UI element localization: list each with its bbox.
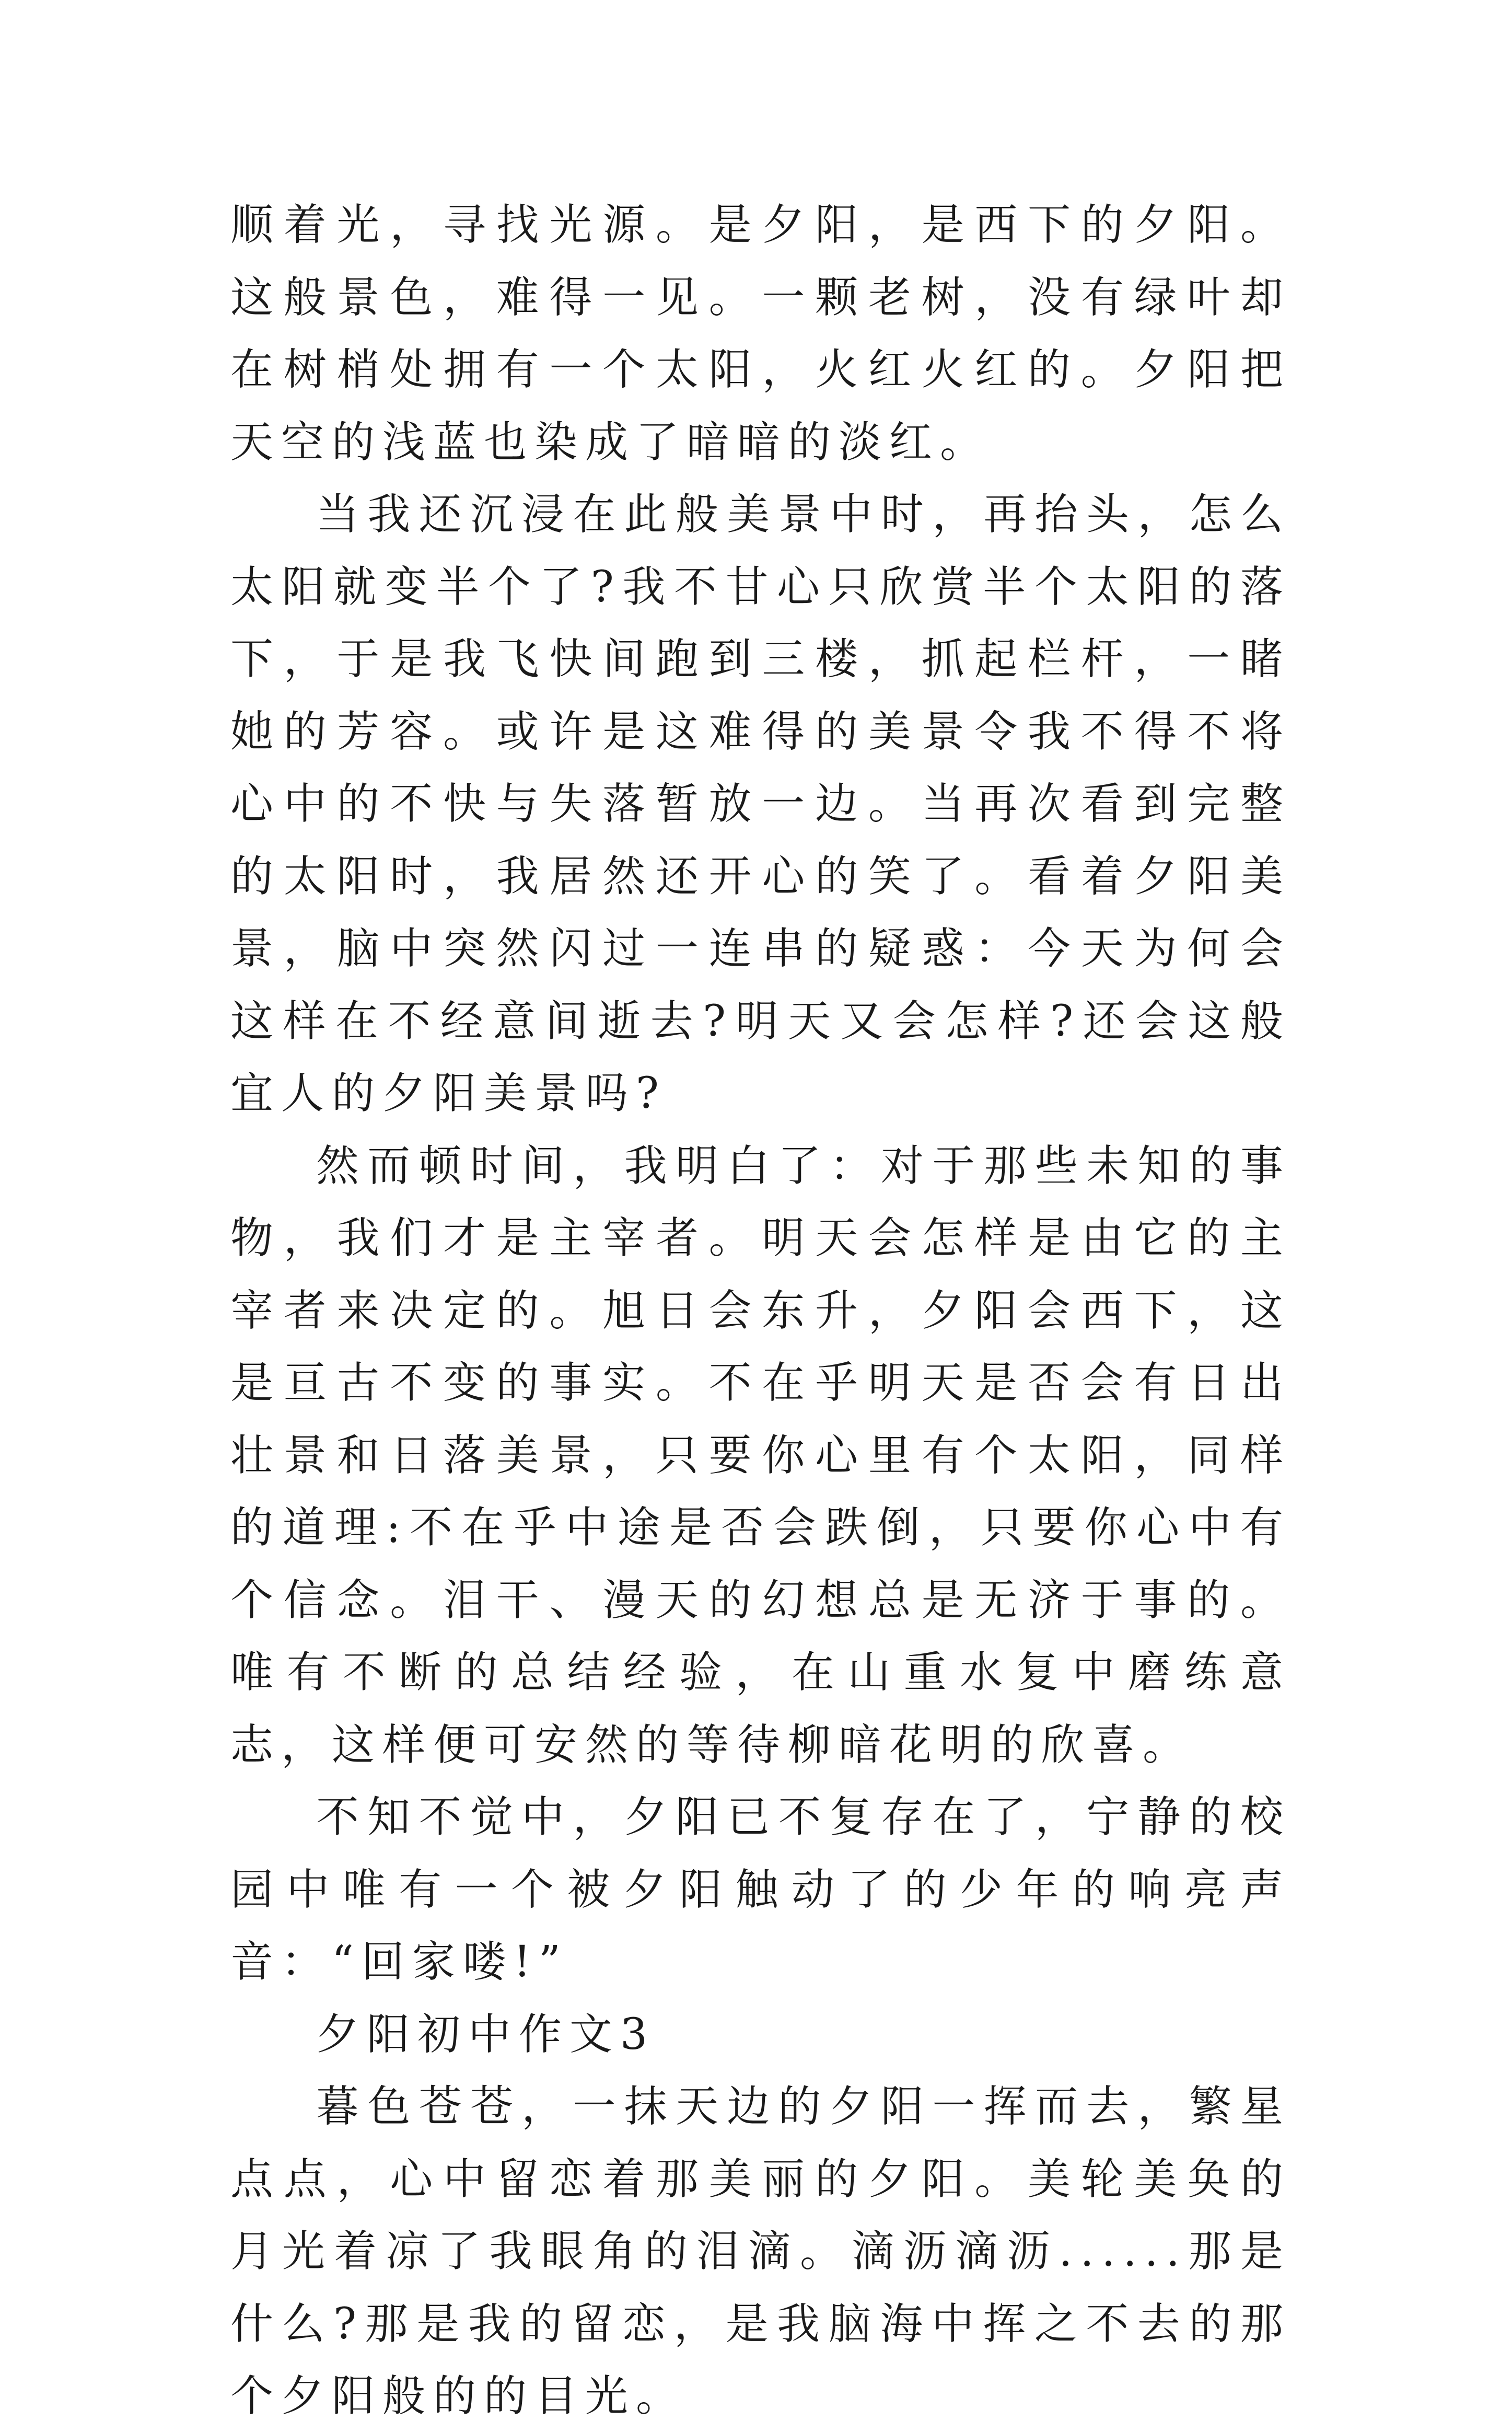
paragraph-4: 不知不觉中，夕阳已不复存在了，宁静的校园中唯有一个被夕阳触动了的少年的响亮声音：“回家喽!” xyxy=(230,1792,1291,1987)
section-heading: 夕阳初中作文3 xyxy=(316,2009,656,2059)
paragraph-2: 当我还沉浸在此般美景中时，再抬头，怎么太阳就变半个了?我不甘心只欣赏半个太阳的落下，于是我飞快间跑到三楼，抓起栏杆，一睹她的芳容。或许是这难得的美景令我不得不将心中的不快与失落暂放一边。当再次看到完整的太阳时，我居然还开心的笑了。看着夕阳美景，脑中突然闪过一连串的疑惑：今天为何会这样在不经意间逝去?明天又会怎样?还会这般宜人的夕阳美景吗? xyxy=(230,490,1291,1118)
essay-body xyxy=(230,189,1291,2433)
paragraph-3: 然而顿时间，我明白了：对于那些未知的事物，我们才是主宰者。明天会怎样是由它的主宰者来决定的。旭日会东升，夕阳会西下，这是亘古不变的事实。不在乎明天是否会有日出壮景和日落美景，只要你心里有个太阳，同样的道理:不在乎中途是否会跌倒，只要你心中有个信念。泪干、漫天的幻想总是无济于事的。唯有不断的总结经验，在山重水复中磨练意志，这样便可安然的等待柳暗花明的欣喜。 xyxy=(230,1141,1291,1770)
paragraph-1: 顺着光，寻找光源。是夕阳，是西下的夕阳。这般景色，难得一见。一颗老树，没有绿叶却在树梢处拥有一个太阳，火红火红的。夕阳把天空的浅蓝也染成了暗暗的淡红。 xyxy=(230,200,1291,467)
paragraph-5: 暮色苍苍，一抹天边的夕阳一挥而去，繁星点点，心中留恋着那美丽的夕阳。美轮美奂的月光着凉了我眼角的泪滴。滴沥滴沥......那是什么?那是我的留恋，是我脑海中挥之不去的那个夕阳般的的目光。 xyxy=(230,2082,1291,2421)
